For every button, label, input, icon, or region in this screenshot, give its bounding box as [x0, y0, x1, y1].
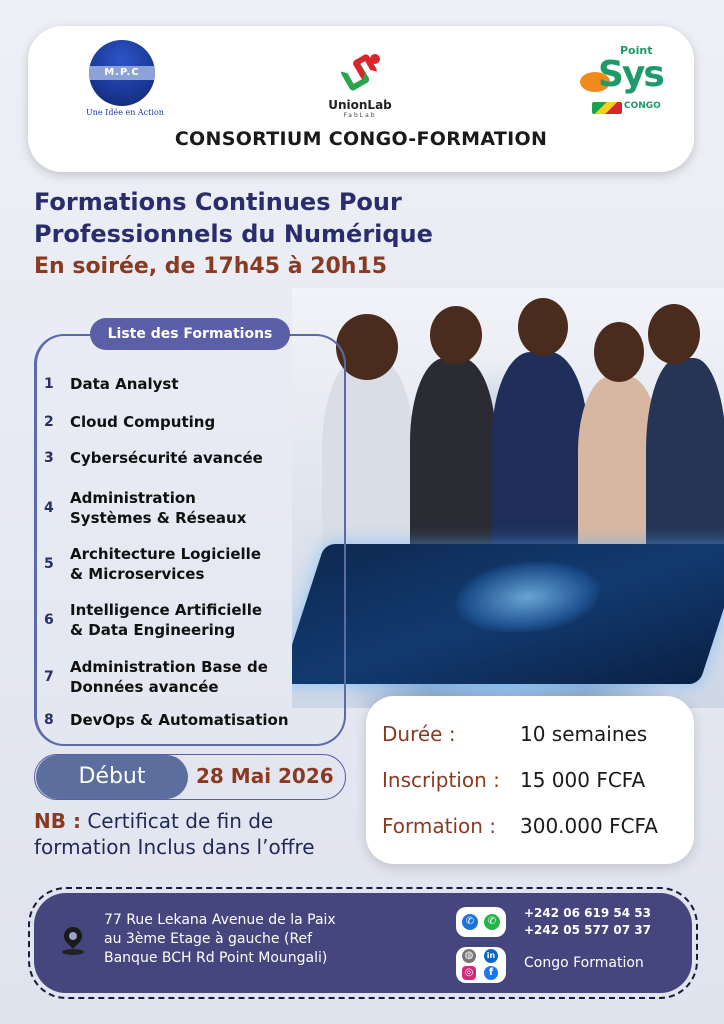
course-number: 5 [44, 556, 54, 572]
page-title [34, 186, 554, 250]
pointsys-sys: Sys [598, 54, 663, 95]
start-date: 28 Mai 2026 [196, 764, 334, 788]
location-pin-icon [62, 927, 84, 957]
course-number: 4 [44, 500, 54, 516]
course-number: 8 [44, 712, 54, 728]
registration-label: Inscription : [382, 768, 500, 792]
start-label: Début [36, 755, 188, 799]
pointsys-congo: CONGO [624, 101, 661, 111]
person-2 [410, 358, 496, 568]
address [104, 911, 404, 968]
course-label: Administration Systèmes & Réseaux [70, 489, 247, 527]
note-text-1: Certificat de fin de [87, 809, 274, 833]
social-handle[interactable]: Congo Formation [524, 955, 644, 971]
course-label: Cloud Computing [70, 413, 216, 431]
consortium-title: CONSORTIUM CONGO-FORMATION [174, 128, 548, 150]
mpc-logo [86, 40, 164, 117]
course-number: 3 [44, 450, 54, 466]
course-item [44, 657, 310, 697]
phone-icon: ✆ [462, 914, 478, 930]
mpc-tagline: Une Idée en Action [86, 108, 164, 117]
linkedin-icon[interactable]: in [484, 949, 498, 963]
unionlab-mark-icon [338, 50, 382, 94]
course-item [44, 710, 310, 730]
team-photo [292, 288, 724, 708]
course-label: Intelligence Artificielle & Data Engineering [70, 601, 263, 639]
phone-number-1[interactable]: +242 06 619 54 53 [524, 906, 651, 920]
certificate-note [34, 808, 364, 860]
phone-number-2[interactable]: +242 05 577 07 37 [524, 923, 651, 937]
person-2-head [430, 306, 482, 364]
unionlab-name: UnionLab [328, 98, 392, 112]
unionlab-sub: FabLab [343, 112, 377, 119]
person-5-head [648, 304, 700, 364]
note-label: NB : [34, 809, 81, 833]
phone-numbers [524, 905, 651, 939]
person-4-head [594, 322, 644, 382]
course-number: 2 [44, 414, 54, 430]
course-label: DevOps & Automatisation [70, 711, 289, 729]
course-label: Data Analyst [70, 375, 179, 393]
instagram-icon[interactable]: ◎ [462, 966, 476, 980]
address-line-1: 77 Rue Lekana Avenue de la Paix [104, 912, 336, 928]
pointsys-point: Point [620, 44, 653, 57]
tuition-value: 300.000 FCFA [520, 814, 658, 838]
course-item [44, 600, 310, 640]
duration-value: 10 semaines [520, 722, 648, 746]
contact-footer [34, 893, 692, 993]
social-icons [456, 947, 506, 983]
course-number: 1 [44, 376, 54, 392]
facebook-icon[interactable]: f [484, 966, 498, 980]
title-line-1: Formations Continues Pour [34, 188, 402, 216]
course-label: Administration Base de Données avancée [70, 658, 268, 696]
title-line-2: Professionnels du Numérique [34, 220, 433, 248]
course-number: 7 [44, 669, 54, 685]
course-label: Architecture Logicielle & Microservices [70, 545, 262, 583]
course-item [44, 448, 310, 468]
address-line-2: au 3ème Etage à gauche (Ref [104, 931, 313, 947]
holographic-screen [292, 544, 724, 684]
pointsys-logo [580, 44, 672, 122]
globe-icon[interactable]: ◍ [462, 949, 476, 963]
course-item [44, 412, 310, 432]
course-label: Cybersécurité avancée [70, 449, 263, 467]
duration-label: Durée : [382, 722, 456, 746]
mpc-logo-name: M.P.C [89, 66, 155, 80]
phone-icons [456, 907, 506, 937]
person-3-head [518, 298, 568, 356]
duration-row [382, 722, 647, 746]
header-card [28, 26, 694, 172]
tuition-row [382, 814, 658, 838]
address-line-3: Banque BCH Rd Point Moungali) [104, 950, 328, 966]
congo-flag-icon [592, 102, 622, 114]
course-list-title: Liste des Formations [90, 318, 290, 350]
course-item [44, 544, 310, 584]
course-item [44, 488, 310, 528]
pricing-card [366, 696, 694, 864]
note-text-2: formation Inclus dans l’offre [34, 835, 315, 859]
course-number: 6 [44, 612, 54, 628]
unionlab-logo [310, 50, 410, 119]
person-3 [492, 352, 588, 568]
course-item [44, 374, 310, 394]
registration-value: 15 000 FCFA [520, 768, 646, 792]
tuition-label: Formation : [382, 814, 497, 838]
schedule-subtitle: En soirée, de 17h45 à 20h15 [34, 254, 388, 279]
registration-row [382, 768, 645, 792]
whatsapp-icon: ✆ [484, 914, 500, 930]
